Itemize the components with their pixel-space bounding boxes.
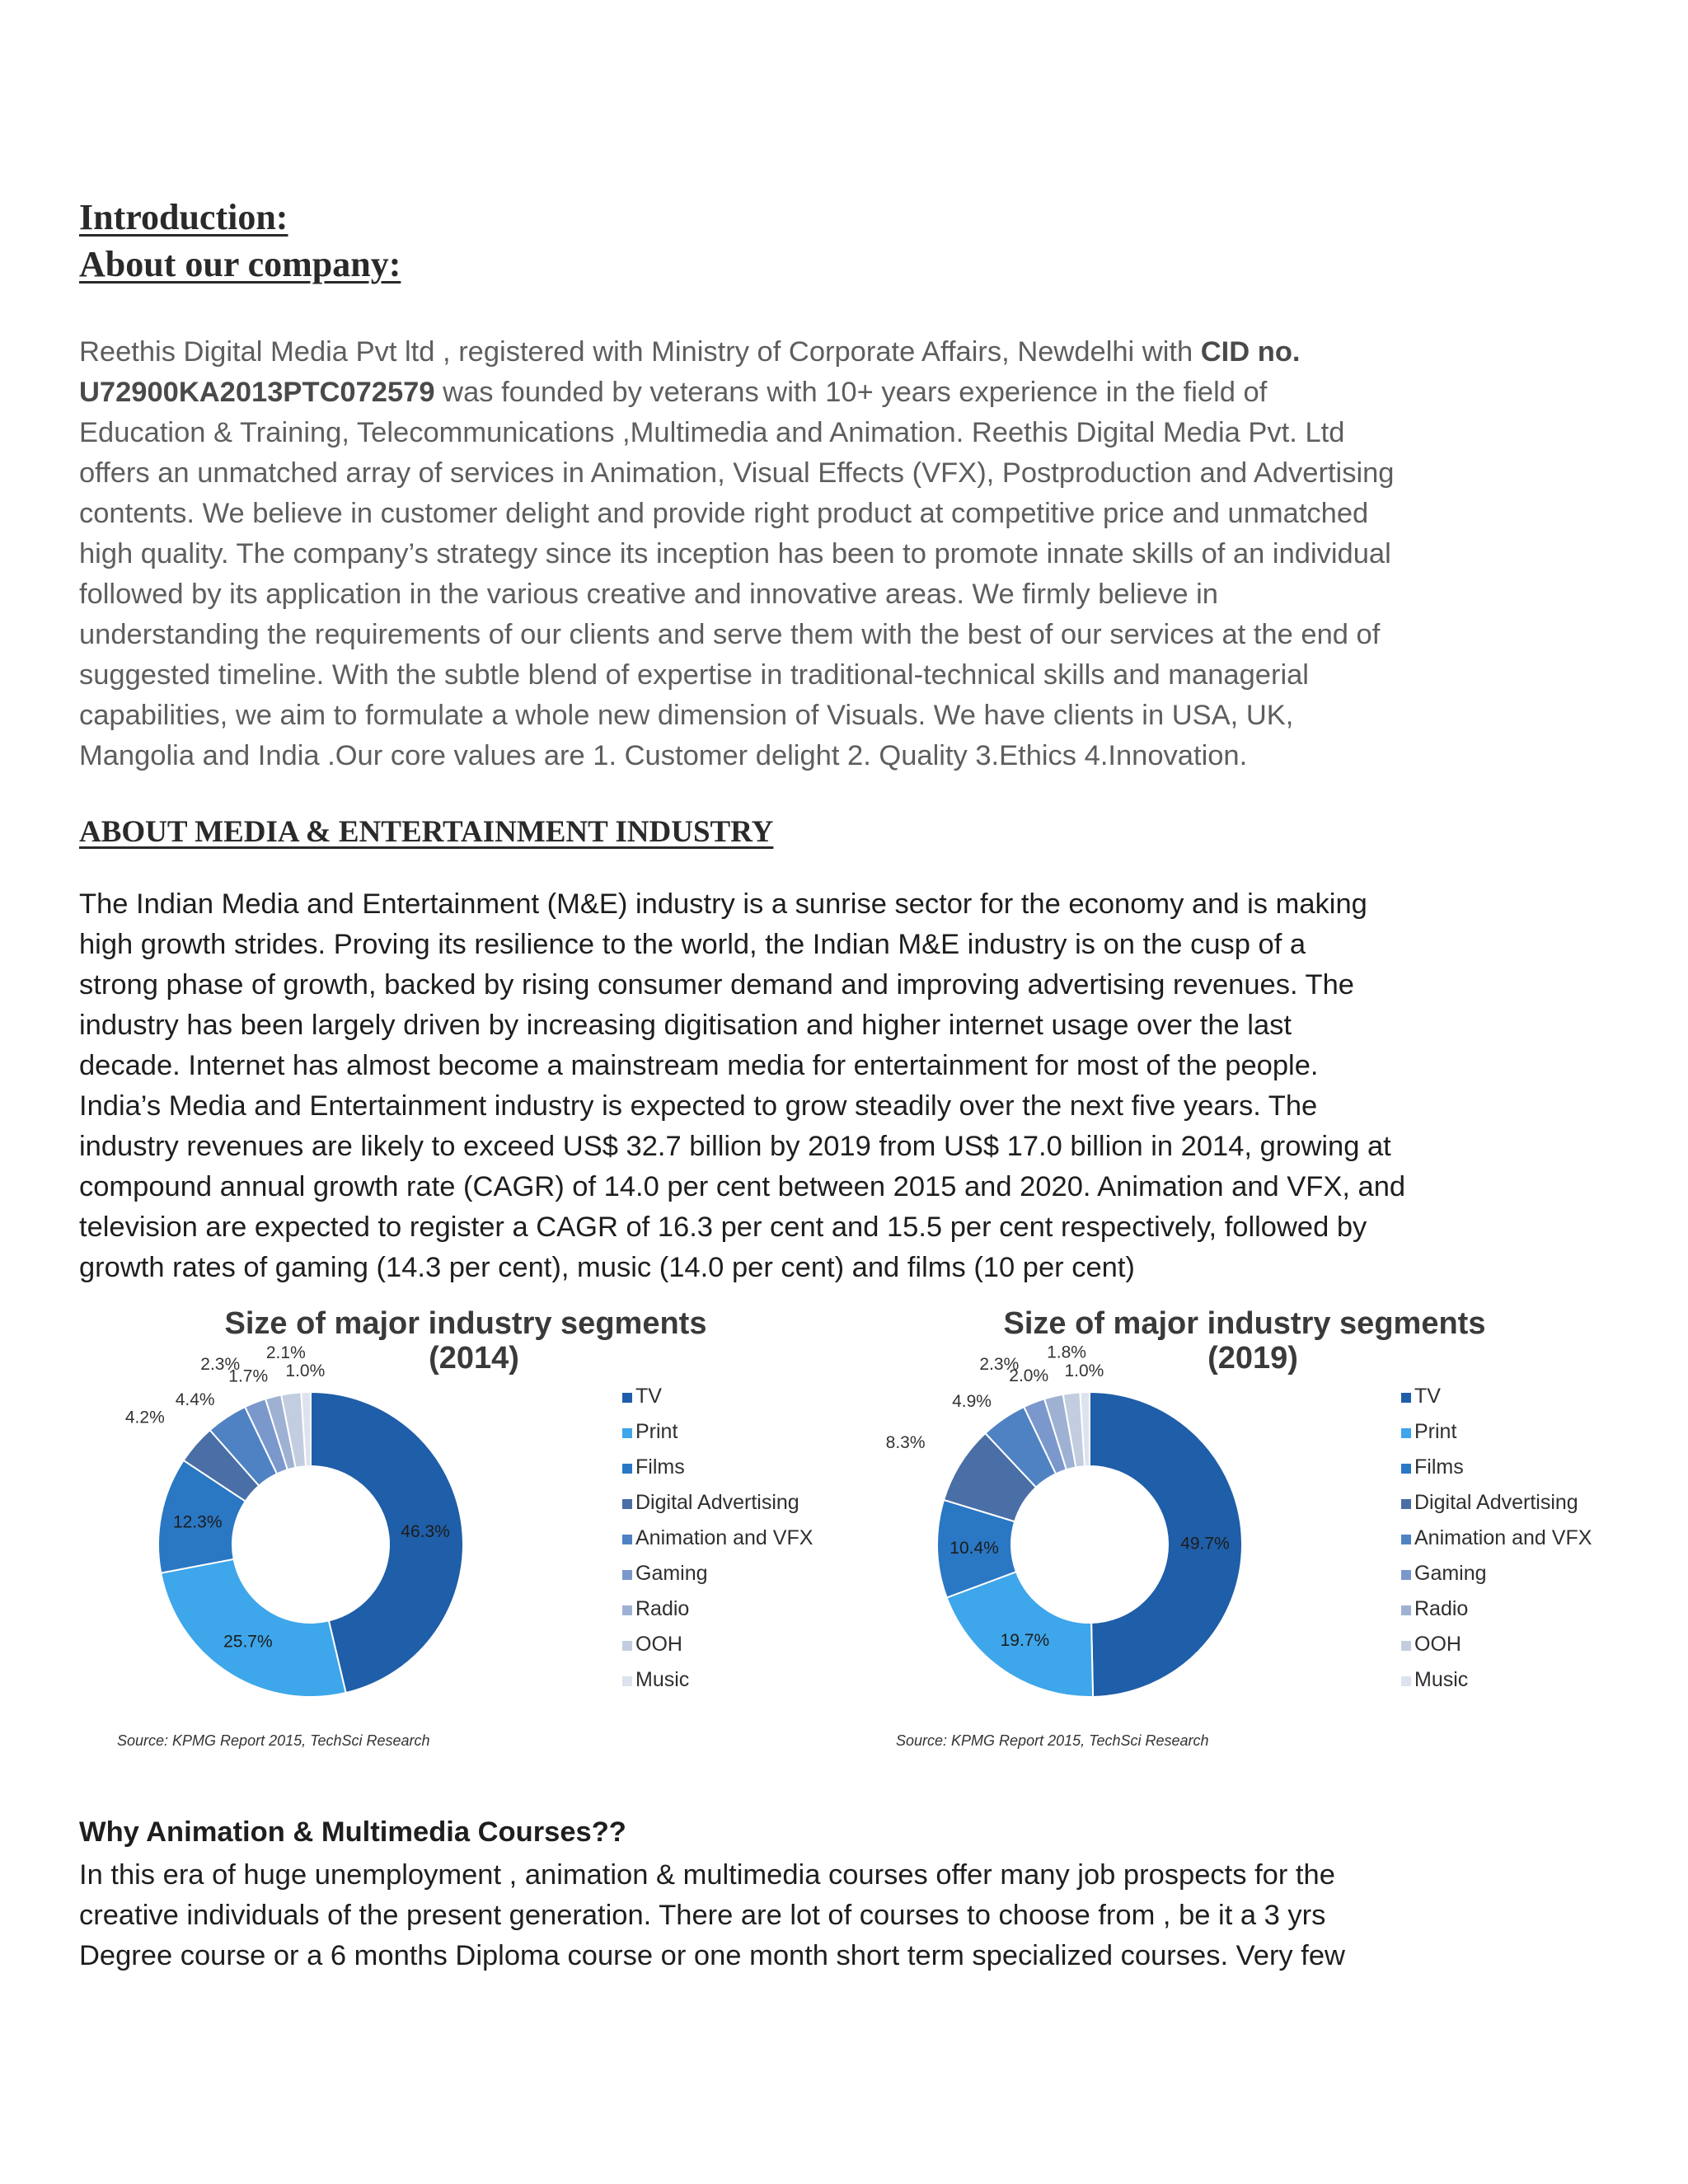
legend-label-print-2019: Print (1414, 1420, 1457, 1443)
legend-label-radio-2019: Radio (1414, 1597, 1469, 1620)
legend-swatch-ooh-2014 (622, 1641, 632, 1651)
legend-swatch-digital-advertising-2019 (1401, 1499, 1411, 1509)
legend-label-digital-advertising-2014: Digital Advertising (635, 1491, 799, 1514)
media-industry-paragraph: The Indian Media and Entertainment (M&E) industry is a sunrise sector for the economy and is making high growth strides. Proving its resilience to the world, the Indian M&E industry is on the cusp of a strong phase of growth, backed by rising consumer demand and improving advertising revenues. The industry has been largely driven by increasing digitisation and higher internet usage over the last decade. Internet has almost become a mainstream media for entertainment for most of the people. India’s Media and Entertainment industry is expected to grow steadily over the next five years. The industry revenues are likely to exceed US$ 32.7 billion by 2019 from US$ 17.0 billion in 2014, growing at compound annual growth rate (CAGR) of 14.0 per cent between 2015 and 2020. Animation and VFX, and television are expected to register a CAGR of 16.3 per cent and 15.5 per cent respectively, followed by growth rates of gaming (14.3 per cent), music (14.0 per cent) and films (10 per cent) (79, 888, 1406, 1283)
cid-label: CID no. (1200, 336, 1301, 368)
legend-label-gaming-2019: Gaming (1414, 1562, 1487, 1585)
data-label-music-2019: 1.0% (1064, 1361, 1104, 1381)
chart-source-2019: Source: KPMG Report 2015, TechSci Research (896, 1732, 1209, 1749)
about-company-paragraph (79, 332, 1538, 776)
legend-swatch-digital-advertising-2014 (622, 1499, 632, 1509)
media-industry-heading: ABOUT MEDIA & ENTERTAINMENT INDUSTRY (79, 815, 774, 849)
legend-label-digital-advertising-2019: Digital Advertising (1414, 1491, 1578, 1514)
legend-label-films-2014: Films (635, 1455, 685, 1479)
data-label-tv-2019: 49.7% (1180, 1534, 1230, 1554)
legend-label-music-2014: Music (635, 1668, 690, 1691)
legend-swatch-gaming-2019 (1401, 1570, 1411, 1580)
legend-label-radio-2014: Radio (635, 1597, 690, 1620)
data-label-print-2019: 19.7% (1000, 1630, 1050, 1650)
data-label-ooh-2019: 1.8% (1047, 1343, 1086, 1362)
legend-swatch-music-2014 (622, 1676, 632, 1686)
about-text-rest: was founded by veterans with 10+ years experience in the field of Education & Training, Telecommunications ,Multimedia and Animation. Reethis Digital Media Pvt. Ltd offers an unmatched array of services in Animation, Visual Effects (VFX), Postproduction and Advertising contents. We believe in customer delight and provide right product at competitive price and unmatched high quality. The company’s strategy since its inception has been to promote innate skills of an individual followed by its application in the various creative and innovative areas. We firmly believe in understanding the requirements of our clients and serve them with the best of our services at the end of suggested timeline. With the subtle blend of expertise in traditional-technical skills and managerial capabilities, we aim to formulate a whole new dimension of Visuals. We have clients in USA, UK, Mangolia and India .Our core values are 1. Customer delight 2. Quality 3.Ethics 4.Innovation. (79, 377, 1395, 771)
legend-swatch-animation-and-vfx-2014 (622, 1535, 632, 1544)
chart-subtitle-2019: (2019) (1207, 1341, 1298, 1376)
legend-swatch-radio-2014 (622, 1605, 632, 1615)
legend-label-tv-2014: TV (635, 1385, 662, 1408)
legend-label-tv-2019: TV (1414, 1385, 1441, 1408)
legend-label-ooh-2014: OOH (635, 1633, 682, 1656)
legend-label-animation-and-vfx-2019: Animation and VFX (1414, 1526, 1592, 1549)
donut-chart-2014-svg (107, 1301, 882, 1762)
data-label-music-2014: 1.0% (285, 1361, 326, 1381)
donut-chart-2019-svg (886, 1301, 1661, 1762)
legend-swatch-ooh-2019 (1401, 1641, 1411, 1651)
data-label-gaming-2014: 2.3% (200, 1355, 241, 1375)
legend-label-films-2019: Films (1414, 1455, 1464, 1479)
legend-swatch-tv-2019 (1401, 1393, 1411, 1403)
chart-source-2014: Source: KPMG Report 2015, TechSci Research (117, 1732, 430, 1749)
data-label-films-2014: 12.3% (172, 1512, 223, 1532)
legend-swatch-print-2014 (622, 1428, 632, 1438)
chart-title-2019: Size of major industry segments (1003, 1306, 1486, 1341)
legend-label-print-2014: Print (635, 1420, 678, 1443)
data-label-ooh-2014: 2.1% (265, 1343, 306, 1362)
legend-swatch-music-2019 (1401, 1676, 1411, 1686)
data-label-radio-2014: 1.7% (228, 1366, 269, 1386)
legend-swatch-tv-2014 (622, 1393, 632, 1403)
data-label-gaming-2019: 2.3% (979, 1355, 1020, 1375)
chart-subtitle-2014: (2014) (429, 1341, 519, 1376)
legend-label-music-2019: Music (1414, 1668, 1469, 1691)
legend-label-gaming-2014: Gaming (635, 1562, 708, 1585)
cid-value: U72900KA2013PTC072579 (79, 377, 435, 408)
data-label-print-2014: 25.7% (223, 1632, 273, 1652)
legend-swatch-gaming-2014 (622, 1570, 632, 1580)
legend-label-animation-and-vfx-2014: Animation and VFX (635, 1526, 814, 1549)
data-label-digital-advertising-2014: 4.2% (124, 1408, 165, 1427)
data-label-animation-and-vfx-2019: 4.9% (952, 1391, 992, 1411)
donut-chart-2019 (886, 1301, 1661, 1762)
data-label-films-2019: 10.4% (950, 1539, 999, 1558)
data-label-tv-2014: 46.3% (401, 1521, 450, 1541)
legend-label-ooh-2019: OOH (1414, 1633, 1461, 1656)
data-label-digital-advertising-2019: 8.3% (886, 1432, 926, 1452)
legend-swatch-animation-and-vfx-2019 (1401, 1535, 1411, 1544)
donut-chart-2014 (107, 1301, 882, 1762)
about-text-start: Reethis Digital Media Pvt ltd , registered with Ministry of Corporate Affairs, Newdelhi with (79, 336, 1201, 368)
about-company-heading: About our company: (79, 244, 401, 284)
data-label-radio-2019: 2.0% (1009, 1366, 1049, 1385)
legend-swatch-radio-2019 (1401, 1605, 1411, 1615)
why-courses-heading: Why Animation & Multimedia Courses?? (79, 1816, 626, 1848)
why-courses-paragraph: In this era of huge unemployment , animation & multimedia courses offer many job prospects for the creative individuals of the present generation. There are lot of courses to choose from , be it a 3 yrs Degree course or a 6 months Diploma course or one month short term specialized courses. Very few (79, 1859, 1345, 1971)
data-label-animation-and-vfx-2014: 4.4% (175, 1390, 215, 1410)
legend-swatch-films-2014 (622, 1464, 632, 1474)
legend-swatch-films-2019 (1401, 1464, 1411, 1474)
legend-swatch-print-2019 (1401, 1428, 1411, 1438)
chart-title-2014: Size of major industry segments (224, 1306, 707, 1341)
introduction-heading: Introduction: (79, 197, 288, 237)
slice-print-2014 (161, 1559, 345, 1697)
